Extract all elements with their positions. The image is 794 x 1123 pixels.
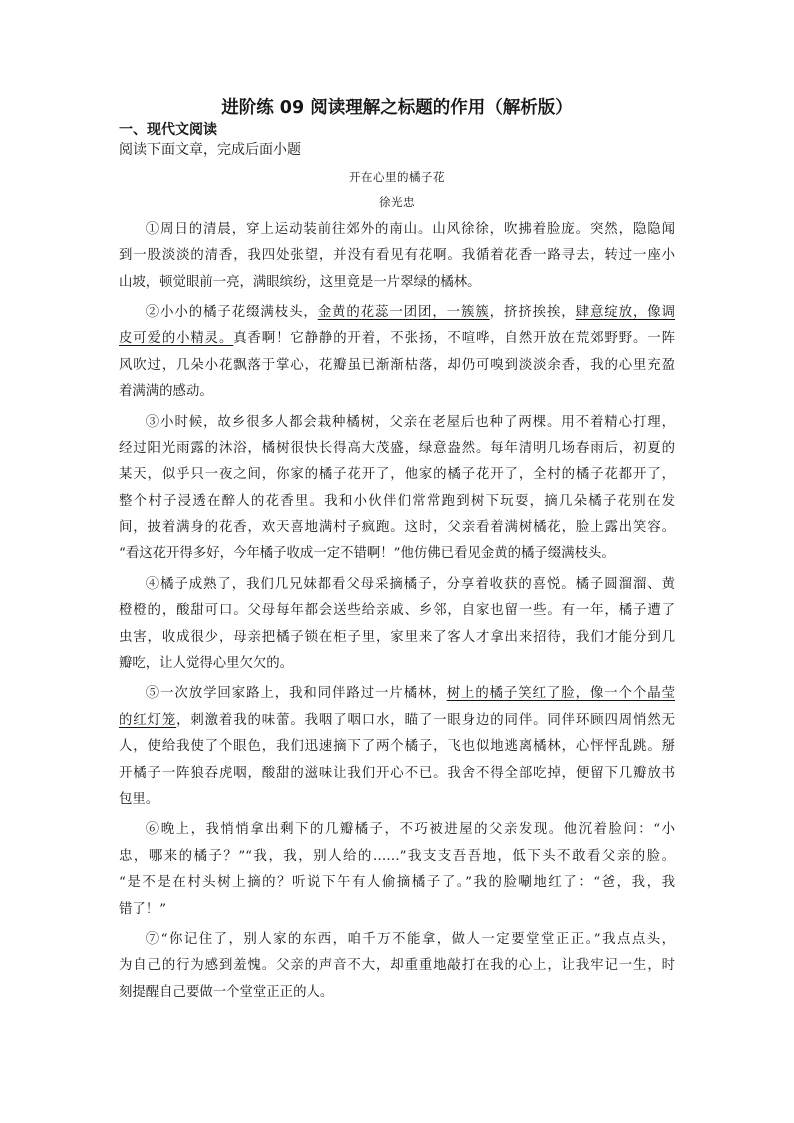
text-segment: 橙橙的，酸甜可口。父母每年都会送些给亲戚、乡邻，自家也留一些。有一年，橘子遭了 [119,603,675,619]
text-segment: 真香啊！它静静的开着，不张扬，不喧哗，自然开放在荒郊野野。一阵 [233,331,675,347]
text-line [119,953,675,979]
text-line [119,761,675,787]
text-segment: 经过阳光雨露的沐浴，橘树很快长得高大茂盛，绿意盎然。每年清明几场春雨后，初夏的 [119,440,675,456]
text-line [119,734,675,760]
text-line [119,870,675,896]
text-segment: ，挤挤挨挨， [489,304,576,320]
text-segment: ，刺激着我的味蕾。我咽了咽口水，瞄了一眼身边的同伴。同伴环顾四周悄然无 [176,712,676,728]
text-segment: 山坡，顿觉眼前一亮，满眼缤纷，这里竟是一片翠绿的橘林。 [119,274,481,290]
underlined-phrase: 金黄的花蕊一团团，一簇簇 [317,304,490,320]
text-segment: 人，使给我使了个眼色，我们迅速摘下了两个橘子，飞也似地逃离橘林，心怦怦乱跳。掰 [119,739,675,755]
text-segment: 虫害，收成很少，母亲把橘子锁在柜子里，家里来了客人才拿出来招待，我们才能分到几 [119,629,675,645]
text-segment: ①周日的清晨，穿上运动装前往郊外的南山。山风徐徐，吹拂着脸庞。突然，隐隐闻 [145,221,675,237]
text-segment: 整个村子浸透在醉人的花香里。我和小伙伴们常常跑到树下玩耍，摘几朵橘子花别在发 [119,493,675,509]
text-segment: ④橘子成熟了，我们几兄妹都看父母采摘橘子，分享着收获的喜悦。橘子圆溜溜、黄 [145,576,675,592]
paragraph-1 [119,217,675,296]
underlined-phrase: 肆意绽放，像调 [575,304,675,320]
article-author: 徐光忠 [379,195,415,209]
text-line [119,897,675,923]
text-line [119,598,675,624]
text-segment: “看这花开得多好，今年橘子收成一定不错啊！”他仿佛已看见金黄的橘子缀满枝头。 [119,546,615,562]
text-line [119,927,675,953]
text-segment: 忠，哪来的橘子？”“我，我，别人给的……”我支支吾吾地，低下头不敢看父亲的脸。 [119,848,675,864]
paragraph-5 [119,681,675,813]
text-segment: 着满满的感动。 [119,384,213,400]
underlined-phrase: 皮可爱的小精灵。 [119,331,234,347]
text-line [119,572,675,598]
page-title: 进阶练 09 阅读理解之标题的作用（解析版） [221,98,573,118]
text-segment: 刻提醒自己要做一个堂堂正正的人。 [119,984,334,1000]
text-line [119,817,675,843]
text-segment: “是不是在村头树上摘的？听说下午有人偷摘橘子了。”我的脸唰地红了：“爸，我，我 [119,875,675,891]
text-line [119,625,675,651]
text-line [119,300,675,326]
text-line [119,980,675,1006]
text-line [119,651,675,677]
text-line [119,515,675,541]
section-heading: 一、现代文阅读 [119,122,217,138]
underlined-phrase: 树上的橘子笑红了脸，像一个个晶莹 [446,686,675,702]
text-line [119,270,675,296]
text-line [119,489,675,515]
instruction-text: 阅读下面文章，完成后面小题 [119,142,301,158]
text-segment: 开橘子一阵狼吞虎咽，酸甜的滋味让我们开心不已。我舍不得全部吃掉，便留下几瓣放书 [119,765,675,781]
text-segment: 风吹过，几朵小花飘落于掌心，花瓣虽已渐渐枯落，却仍可嗅到淡淡余香，我的心里充盈 [119,357,675,373]
text-segment: ⑤一次放学回家路上，我和同伴路过一片橘林， [145,686,447,702]
text-line [119,243,675,269]
text-segment: 间，披着满身的花香，欢天喜地满村子疯跑。这时，父亲看着满树橘花，脸上露出笑容。 [119,520,675,536]
text-line [119,708,675,734]
text-line [119,787,675,813]
text-line [119,410,675,436]
text-segment: 瓣吃，让人觉得心里欠欠的。 [119,656,294,672]
text-line [119,379,675,405]
text-segment: 包里。 [119,792,160,807]
paragraph-6 [119,817,675,923]
text-line [119,462,675,488]
text-segment: ②小小的橘子花缀满枝头， [145,304,318,320]
text-line [119,541,675,567]
paragraph-7 [119,927,675,1006]
text-line [119,353,675,379]
paragraph-2 [119,300,675,406]
text-line [119,844,675,870]
text-segment: 为自己的行为感到羞愧。父亲的声音不大，却重重地敲打在我的心上，让我牢记一生，时 [119,958,675,974]
text-line [119,326,675,352]
text-segment: 错了！” [119,901,167,917]
article-title: 开在心里的橘子花 [349,170,445,184]
text-segment: 到一股淡淡的清香，我四处张望，并没有看见有花啊。我循着花香一路寻去，转过一座小 [119,248,675,264]
text-line [119,217,675,243]
text-segment: 某天，似乎只一夜之间，你家的橘子花开了，他家的橘子花开了，全村的橘子花都开了， [119,467,675,483]
text-line [119,436,675,462]
article-body [119,217,675,1006]
text-segment: ⑦“你记住了，别人家的东西，咱千万不能拿，做人一定要堂堂正正。”我点点头， [145,931,675,947]
text-segment: ⑥晚上，我悄悄拿出剩下的几瓣橘子，不巧被进屋的父亲发现。他沉着脸问：“小 [145,822,675,838]
paragraph-3 [119,410,675,568]
underlined-phrase: 的红灯笼 [119,712,177,728]
text-line [119,681,675,707]
text-segment: ③小时候，故乡很多人都会栽种橘树，父亲在老屋后也种了两棵。用不着精心打理， [145,414,675,430]
paragraph-4 [119,572,675,678]
